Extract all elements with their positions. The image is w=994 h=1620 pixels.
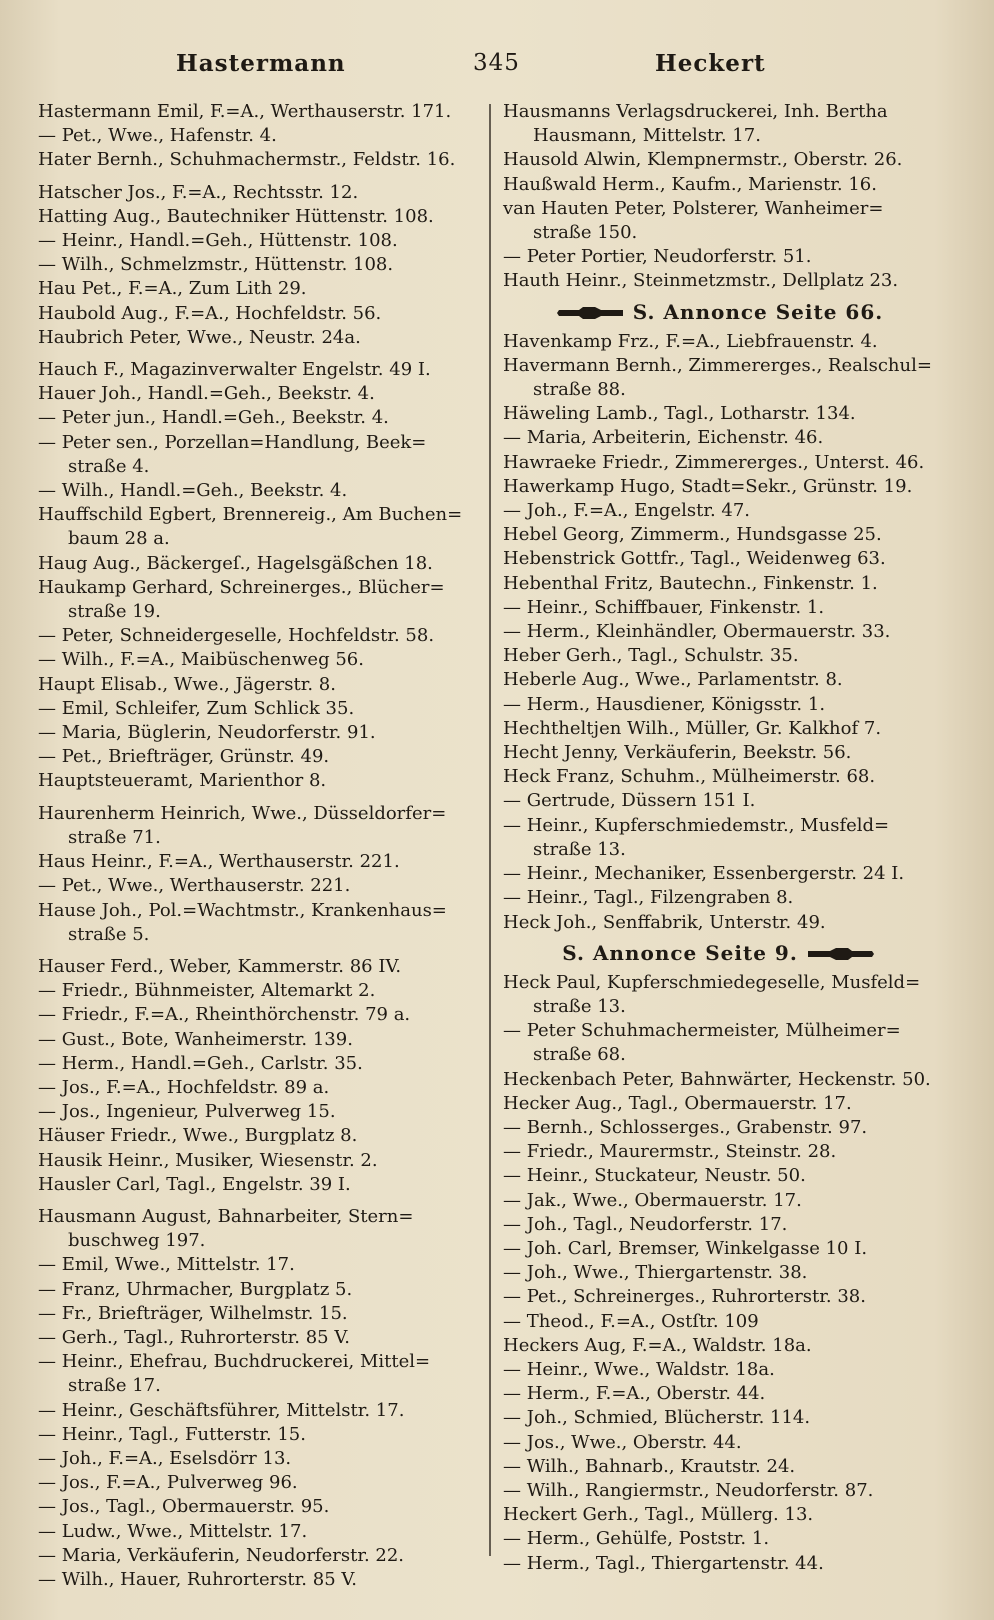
directory-entry: — Heinr., Mechaniker, Essenbergerstr. 24 I.	[503, 863, 905, 885]
directory-entry: — Franz, Uhrmacher, Burgplatz 5.	[38, 1278, 353, 1300]
directory-entry: Hausmann August, Bahnarbeiter, Stern= buschweg 197.	[38, 1205, 420, 1252]
directory-entry: — Peter Portier, Neudorferstr. 51.	[503, 246, 812, 268]
running-head	[40, 50, 934, 86]
directory-entry: — Heinr., Wwe., Waldstr. 18a.	[503, 1358, 775, 1380]
header-left-keyword: Hastermann	[176, 50, 346, 77]
directory-entry: Heckenbach Peter, Bahnwärter, Heckenstr. 50.	[503, 1068, 931, 1090]
directory-entry: Häweling Lamb., Tagl., Lotharstr. 134.	[503, 403, 856, 425]
directory-entry: — Heinr., Kupferschmiedemstr., Musfeld= straße 13.	[503, 814, 895, 860]
directory-entry: — Jos., Wwe., Oberstr. 44.	[503, 1431, 742, 1453]
directory-entry: Hawerkamp Hugo, Stadt=Sekr., Grünstr. 19.	[503, 475, 913, 497]
directory-entry: — Peter Schuhmachermeister, Mülheimer= straße 68.	[503, 1020, 907, 1066]
directory-entry: — Pet., Schreinerges., Ruhrorterstr. 38.	[503, 1286, 866, 1308]
directory-entry: Hatting Aug., Bautechniker Hüttenstr. 108.	[38, 205, 434, 227]
directory-entry: — Pet., Wwe., Hafenstr. 4.	[38, 125, 277, 147]
directory-entry: Hauptsteueramt, Marienthor 8.	[38, 770, 327, 792]
directory-entry: — Maria, Büglerin, Neudorferstr. 91.	[38, 722, 376, 744]
directory-entry: Hausik Heinr., Musiker, Wiesenstr. 2.	[38, 1149, 378, 1171]
directory-entry: — Emil, Schleifer, Zum Schlick 35.	[38, 697, 355, 719]
directory-entry: — Heinr., Geschäftsführer, Mittelstr. 17.	[38, 1399, 405, 1421]
directory-entry: Hebenstrick Gottfr., Tagl., Weidenweg 63.	[503, 548, 886, 570]
directory-entry: — Gerh., Tagl., Ruhrorterstr. 85 V.	[38, 1326, 350, 1348]
directory-entry: — Peter sen., Porzellan=Handlung, Beek= straße 4.	[38, 431, 433, 477]
directory-entry: Haus Heinr., F.=A., Werthauserstr. 221.	[38, 851, 400, 873]
annonce-text: S. Annonce Seite 66.	[632, 299, 884, 324]
directory-entry: — Heinr., Tagl., Filzengraben 8.	[503, 887, 794, 909]
directory-entry: Hause Joh., Pol.=Wachtmstr., Krankenhaus= straße 5.	[38, 899, 453, 945]
directory-entry: — Herm., Tagl., Thiergartenstr. 44.	[503, 1552, 824, 1574]
directory-entry: Heck Paul, Kupferschmiedegeselle, Musfeld= straße 13.	[503, 971, 926, 1017]
directory-entry: — Jos., Tagl., Obermauerstr. 95.	[38, 1496, 330, 1518]
directory-entry: Hauer Joh., Handl.=Geh., Beekstr. 4.	[38, 383, 375, 405]
directory-entry: Haupt Elisab., Wwe., Jägerstr. 8.	[38, 673, 336, 695]
directory-entry: — Bernh., Schlosserges., Grabenstr. 97.	[503, 1116, 868, 1138]
annonce-notice	[503, 298, 935, 326]
directory-entry: Hauser Ferd., Weber, Kammerstr. 86 IV.	[38, 955, 402, 977]
directory-entry: — Heinr., Stuckateur, Neustr. 50.	[503, 1165, 806, 1187]
directory-entry: — Joh., Wwe., Thiergartenstr. 38.	[503, 1262, 808, 1284]
directory-entry: — Wilh., Rangiermstr., Neudorferstr. 87.	[503, 1479, 874, 1501]
directory-entry: Hater Bernh., Schuhmachermstr., Feldstr. 16.	[38, 149, 456, 171]
directory-entry: Hatscher Jos., F.=A., Rechtsstr. 12.	[38, 181, 359, 203]
directory-entry: — Maria, Arbeiterin, Eichenstr. 46.	[503, 427, 824, 449]
directory-entry: Hawraeke Friedr., Zimmererges., Unterst. 46.	[503, 451, 925, 473]
pointing-hand-icon	[555, 306, 625, 320]
right-column	[503, 100, 938, 1576]
directory-entry: — Herm., F.=A., Oberstr. 44.	[503, 1383, 766, 1405]
directory-entry: — Joh., Schmied, Blücherstr. 114.	[503, 1407, 811, 1429]
directory-entry: — Wilh., F.=A., Maibüschenweg 56.	[38, 649, 364, 671]
directory-entry: Hebel Georg, Zimmerm., Hundsgasse 25.	[503, 524, 882, 546]
directory-entry: Haurenherm Heinrich, Wwe., Düsseldorfer= straße 71.	[38, 802, 453, 848]
directory-entry: — Ludw., Wwe., Mittelstr. 17.	[38, 1520, 308, 1542]
directory-entry: Heckert Gerh., Tagl., Müllerg. 13.	[503, 1504, 814, 1526]
annonce-notice	[503, 939, 935, 967]
directory-entry: — Joh., F.=A., Engelstr. 47.	[503, 500, 751, 522]
annonce-text: S. Annonce Seite 9.	[562, 940, 798, 965]
directory-entry: Hau Pet., F.=A., Zum Lith 29.	[38, 278, 307, 300]
directory-entry: — Wilh., Schmelzmstr., Hüttenstr. 108.	[38, 254, 394, 276]
directory-entry: — Jak., Wwe., Obermauerstr. 17.	[503, 1189, 802, 1211]
directory-entry: — Herm., Gehülfe, Poststr. 1.	[503, 1528, 770, 1550]
directory-entry: — Theod., F.=A., Ostſtr. 109	[503, 1310, 759, 1332]
directory-entry: Heber Gerh., Tagl., Schulstr. 35.	[503, 645, 799, 667]
directory-entry: Haug Aug., Bäckergeſ., Hagelsgäßchen 18.	[38, 552, 433, 574]
directory-entry: Heck Franz, Schuhm., Mülheimerstr. 68.	[503, 766, 876, 788]
directory-entry: — Peter, Schneidergeselle, Hochfeldstr. 58.	[38, 625, 435, 647]
directory-entry: — Wilh., Bahnarb., Krautstr. 24.	[503, 1455, 796, 1477]
directory-entry: — Herm., Handl.=Geh., Carlstr. 35.	[38, 1052, 363, 1074]
directory-entry: Hebenthal Fritz, Bautechn., Finkenstr. 1.	[503, 572, 878, 594]
directory-entry: Heberle Aug., Wwe., Parlamentstr. 8.	[503, 669, 843, 691]
directory-entry: — Gust., Bote, Wanheimerstr. 139.	[38, 1028, 353, 1050]
directory-entry: — Herm., Hausdiener, Königsstr. 1.	[503, 693, 826, 715]
directory-entry: — Herm., Kleinhändler, Obermauerstr. 33.	[503, 621, 891, 643]
directory-entry: — Heinr., Schiffbauer, Finkenstr. 1.	[503, 596, 825, 618]
header-right-keyword: Heckert	[655, 50, 766, 77]
directory-entry: Hastermann Emil, F.=A., Werthauserstr. 171.	[38, 101, 452, 122]
directory-entry: — Gertrude, Düssern 151 I.	[503, 790, 756, 812]
directory-entry: — Heinr., Tagl., Futterstr. 15.	[38, 1423, 306, 1445]
column-divider	[489, 104, 491, 1556]
directory-entry: — Friedr., F.=A., Rheinthörchenstr. 79 a.	[38, 1004, 411, 1026]
directory-entry: Haubrich Peter, Wwe., Neustr. 24a.	[38, 326, 361, 348]
directory-entry: — Jos., F.=A., Hochfeldstr. 89 a.	[38, 1076, 330, 1098]
directory-entry: — Joh., Tagl., Neudorferstr. 17.	[503, 1213, 788, 1235]
left-column	[38, 100, 476, 1592]
directory-entry: — Emil, Wwe., Mittelstr. 17.	[38, 1254, 295, 1276]
directory-entry: Hausmanns Verlagsdruckerei, Inh. Bertha Hausmann, Mittelstr. 17.	[503, 101, 894, 147]
directory-entry: — Friedr., Maurermstr., Steinstr. 28.	[503, 1141, 837, 1163]
directory-entry: Hausold Alwin, Klempnermstr., Oberstr. 26.	[503, 149, 903, 171]
directory-entry: — Fr., Briefträger, Wilhelmstr. 15.	[38, 1302, 348, 1324]
directory-entry: Havermann Bernh., Zimmererges., Realschul= straße 88.	[503, 354, 938, 401]
directory-entry: Häuser Friedr., Wwe., Burgplatz 8.	[38, 1125, 358, 1147]
page-number: 345	[473, 50, 520, 76]
directory-entry: — Joh., F.=A., Eselsdörr 13.	[38, 1447, 292, 1469]
directory-entry: Heckers Aug, F.=A., Waldstr. 18a.	[503, 1334, 812, 1356]
directory-entry: Hausler Carl, Tagl., Engelstr. 39 I.	[38, 1173, 351, 1195]
directory-entry: — Heinr., Handl.=Geh., Hüttenstr. 108.	[38, 230, 398, 252]
directory-entry: — Jos., Ingenieur, Pulverweg 15.	[38, 1101, 336, 1123]
directory-entry: Hechtheltjen Wilh., Müller, Gr. Kalkhof 7.	[503, 717, 882, 739]
directory-entry: Havenkamp Frz., F.=A., Liebfrauenstr. 4.	[503, 330, 878, 352]
directory-entry: Heck Joh., Senffabrik, Unterstr. 49.	[503, 911, 826, 933]
directory-entry: Haußwald Herm., Kaufm., Marienstr. 16.	[503, 173, 877, 195]
directory-entry: — Wilh., Handl.=Geh., Beekstr. 4.	[38, 480, 348, 502]
directory-entry: — Jos., F.=A., Pulverweg 96.	[38, 1472, 298, 1494]
directory-entry: Haukamp Gerhard, Schreinerges., Blücher= straße 19.	[38, 576, 451, 623]
directory-entry: van Hauten Peter, Polsterer, Wanheimer= straße 150.	[503, 197, 890, 244]
directory-entry: Hauffschild Egbert, Brennereig., Am Buchen= baum 28 a.	[38, 504, 468, 550]
directory-entry: — Heinr., Ehefrau, Buchdruckerei, Mittel= straße 17.	[38, 1351, 436, 1397]
directory-entry: — Peter jun., Handl.=Geh., Beekstr. 4.	[38, 407, 389, 429]
directory-entry: — Joh. Carl, Bremser, Winkelgasse 10 I.	[503, 1237, 868, 1259]
directory-entry: — Maria, Verkäuferin, Neudorferstr. 22.	[38, 1544, 405, 1566]
directory-entry: Haubold Aug., F.=A., Hochfeldstr. 56.	[38, 302, 382, 324]
directory-entry: — Pet., Wwe., Werthauserstr. 221.	[38, 875, 351, 897]
directory-entry: Hauth Heinr., Steinmetzmstr., Dellplatz 23.	[503, 270, 899, 292]
pointing-hand-icon	[806, 947, 876, 961]
directory-entry: Hecker Aug., Tagl., Obermauerstr. 17.	[503, 1092, 852, 1114]
directory-entry: — Friedr., Bühnmeister, Altemarkt 2.	[38, 980, 376, 1002]
directory-entry: — Wilh., Hauer, Ruhrorterstr. 85 V.	[38, 1568, 357, 1590]
directory-entry: Hauch F., Magazinverwalter Engelstr. 49 I.	[38, 359, 431, 381]
directory-entry: Hecht Jenny, Verkäuferin, Beekstr. 56.	[503, 742, 852, 764]
directory-entry: — Pet., Briefträger, Grünstr. 49.	[38, 746, 330, 768]
